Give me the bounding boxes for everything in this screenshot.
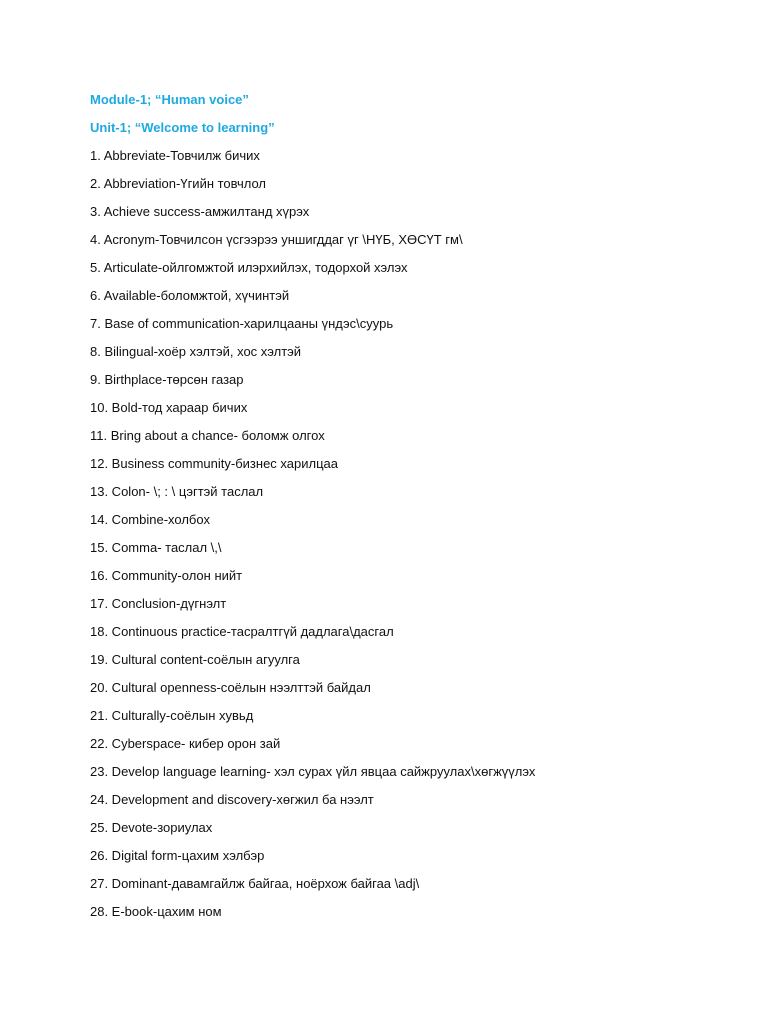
vocab-item: 26. Digital form-цахим хэлбэр xyxy=(90,848,265,863)
vocab-item: 18. Continuous practice-тасралтгүй дадлага\дасгал xyxy=(90,624,394,639)
vocab-item: 24. Development and discovery-хөгжил ба нээлт xyxy=(90,792,374,807)
vocabulary-list xyxy=(90,146,730,930)
vocab-item: 4. Acronym-Товчилсон үсгээрээ уншигддаг үг \НҮБ, ХӨСҮТ гм\ xyxy=(90,232,463,247)
vocab-item: 14. Combine-холбох xyxy=(90,512,210,527)
vocab-item: 9. Birthplace-төрсөн газар xyxy=(90,372,244,387)
vocab-item: 15. Comma- таслал \,\ xyxy=(90,540,222,555)
vocab-item: 3. Achieve success-амжилтанд хүрэх xyxy=(90,204,310,219)
vocab-item: 12. Business community-бизнес харилцаа xyxy=(90,456,338,471)
vocab-item: 20. Cultural openness-соёлын нээлттэй байдал xyxy=(90,680,371,695)
document-content xyxy=(90,90,730,930)
vocab-item: 10. Bold-тод хараар бичих xyxy=(90,400,248,415)
vocab-item: 16. Community-олон нийт xyxy=(90,568,243,583)
vocab-item: 25. Devote-зориулах xyxy=(90,820,213,835)
vocab-item: 27. Dominant-давамгайлж байгаа, ноёрхож байгаа \adj\ xyxy=(90,876,420,891)
vocab-item: 6. Available-боломжтой, хүчинтэй xyxy=(90,288,290,303)
vocab-item: 17. Conclusion-дүгнэлт xyxy=(90,596,227,611)
vocab-item: 8. Bilingual-хоёр хэлтэй, хос хэлтэй xyxy=(90,344,302,359)
vocab-item: 13. Colon- \; : \ цэгтэй таслал xyxy=(90,484,264,499)
vocab-item: 11. Bring about a chance- боломж олгох xyxy=(90,428,325,443)
vocab-item: 28. E-book-цахим ном xyxy=(90,904,222,919)
vocab-item: 2. Abbreviation-Үгийн товчлол xyxy=(90,176,267,191)
vocab-item: 22. Cyberspace- кибер орон зай xyxy=(90,736,281,751)
vocab-item: 5. Articulate-ойлгомжтой илэрхийлэх, тодорхой хэлэх xyxy=(90,260,408,275)
vocab-item: 21. Culturally-соёлын хувьд xyxy=(90,708,254,723)
vocab-item: 23. Develop language learning- хэл сурах үйл явцаа сайжруулах\хөгжүүлэх xyxy=(90,764,536,779)
vocab-item: 1. Abbreviate-Товчилж бичих xyxy=(90,148,260,163)
vocab-item: 7. Base of communication-харилцааны үндэс\суурь xyxy=(90,316,394,331)
vocab-item: 19. Cultural content-соёлын агуулга xyxy=(90,652,300,667)
module-title: Module-1; “Human voice” xyxy=(90,92,249,107)
unit-title: Unit-1; “Welcome to learning” xyxy=(90,120,275,135)
